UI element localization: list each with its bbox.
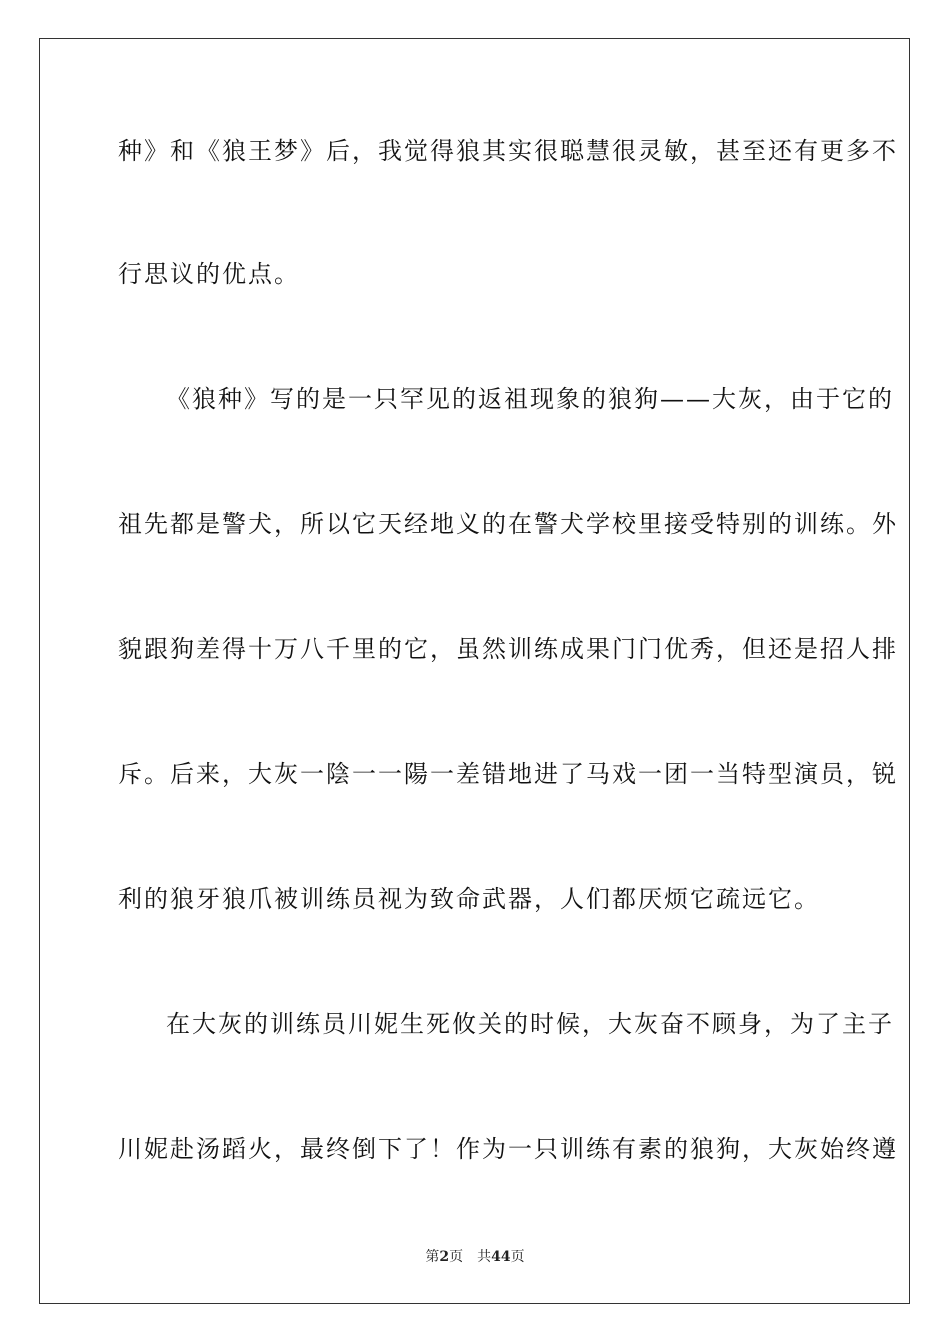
body-text-line: 种》和《狼王梦》后，我觉得狼其实很聪慧很灵敏，甚至还有更多不	[118, 137, 898, 165]
total-pages-label: 共44页	[477, 1249, 525, 1265]
body-text-line: 斥。后来，大灰一陰一一陽一差错地进了马戏一团一当特型演员，锐	[118, 760, 898, 788]
body-text-line: 祖先都是警犬，所以它天经地义的在警犬学校里接受特别的训练。外	[118, 510, 898, 538]
body-text-line: 川妮赴汤蹈火，最终倒下了！作为一只训练有素的狼狗，大灰始终遵	[118, 1135, 898, 1163]
body-text-line: 行思议的优点。	[118, 260, 300, 288]
body-text-line: 貌跟狗差得十万八千里的它，虽然训练成果门门优秀，但还是招人排	[118, 635, 898, 663]
page-footer	[0, 1248, 950, 1266]
paragraph-start-line: 在大灰的训练员川妮生死攸关的时候，大灰奋不顾身，为了主子	[166, 1010, 894, 1038]
paragraph-start-line: 《狼种》写的是一只罕见的返祖现象的狼狗——大灰，由于它的	[166, 385, 894, 413]
page-border	[39, 38, 910, 1304]
page-number-label: 第2页	[425, 1249, 464, 1265]
body-text-line: 利的狼牙狼爪被训练员视为致命武器，人们都厌烦它疏远它。	[118, 885, 820, 913]
